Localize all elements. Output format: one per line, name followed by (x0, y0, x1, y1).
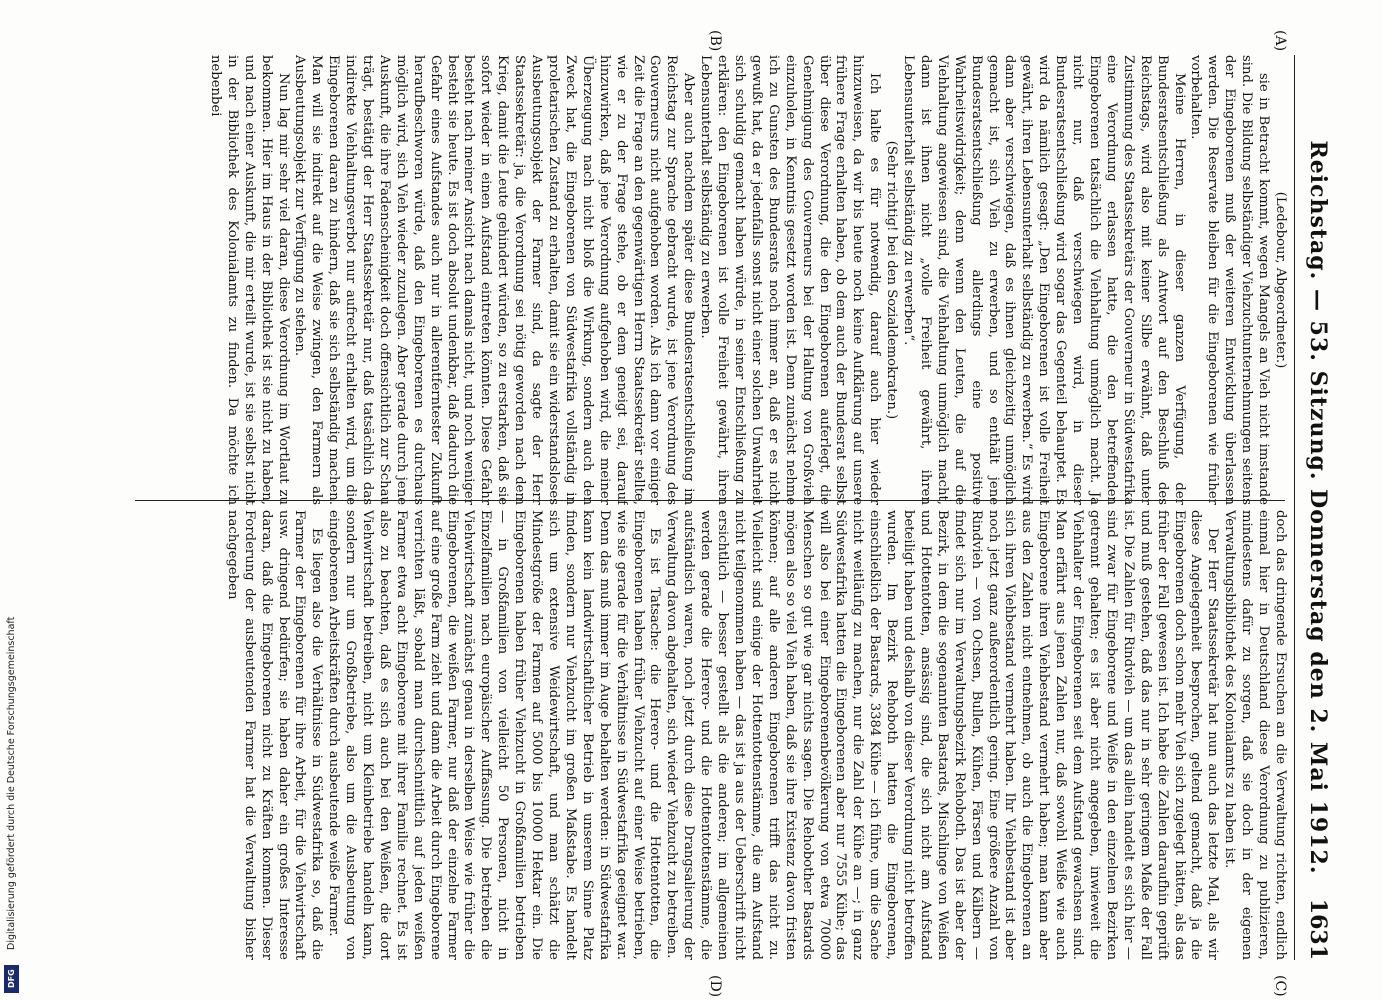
margin-marker-c: (C) (1272, 975, 1288, 997)
interjection: (Sehr richtig! bei den Sozialdemokraten.) (884, 140, 900, 420)
speaker-label: (Ledebour, Abgeordneter.) (1273, 191, 1288, 369)
paragraph: sie in Betracht kommt, wegen Mangels an Vieh nicht imstande sind. Die Bildung selbständiger Viehzuchtunternehmungen seitens der Eingeborenen muß der weiteren Entwicklung überlassen werden. Die Reservate bleiben für die Eingeborenen wie früher vorbehalten. (1188, 55, 1272, 505)
margin-marker-b: (B) (707, 30, 723, 52)
paragraph: Es liegen also die Verhältnisse in Südwestafrika so, daß die Farmer der Eingeborenen für ihre Arbeit, für die Viehwirtschaft usw. dringend bedürfen; sie haben daher ein großes Interesse daran, daß die Eingeborenen nicht zu Kräften kommen. Dieser Forderung der ausbeutenden Farmer hat die Verwaltung bisher nachgegeben (224, 510, 325, 960)
paragraph: Der Herr Staatssekretär hat nun auch das letzte Mal, als wir diese Angelegenheit besprochen, geltend gemacht, daß ja die Eingeborenen doch schon mehr Vieh sich zugelegt hätten, als das früher der Fall gewesen ist. Ich habe die Zahlen daraufhin geprüft und muß gestehen, daß das nur in sehr geringem Maße der Fall ist. Die Zahlen für Rindvieh — um das allein handelt es sich hier — sind zwar für Eingeborene und Weiße in den einzelnen Bezirken getrennt gehalten; es ist aber nicht angegeben, inwieweit die Viehhalter der Eingeborenen seit dem Aufstand gewachsen sind. Man erfährt aus jenen Zahlen nur, daß sowohl Weiße wie auch Eingeborene ihren Viehbestand vermehrt haben; man kann aber aus den Zahlen nicht entnehmen, ob auch die Eingeborenen an sich ihren Viehbestand vermehrt haben. Ihr Viehbestand ist aber noch jetzt ganz außerordentlich gering. Eine größere Anzahl von Rindvieh — von Ochsen, Bullen, Kühen, Färsen und Kälbern — findet sich nur im Verwaltungsbezirk Rehoboth. Das ist aber der Bezirk, in dem die sogenannten Bastards, Mischlinge von Weißen und Hottentotten, ansässig sind, die sich nicht am Aufstand beteiligt haben und deshalb von dieser Verordnung nicht betroffen wurden. Im Bezirk Rehoboth hatten die Eingeborenen, einschließlich der Bastards, 3384 Kühe — ich führe, um die Sache nicht weitläufig zu machen, nur die Zahl der Kühe an —; in ganz Südwestafrika hatten die Eingeborenen aber nur 7555 Kühe; das will also bei einer Eingeborenenbevölkerung von etwa 70000 Menschen so gut wie gar nichts sagen. Die Rehobother Bastards mögen also so viel Vieh haben, daß sie ihre Existenz davon fristen können; auf alle anderen Eingeborenen trifft das nicht zu. Vielleicht sind einige der Hottentottenstämme, die am Aufstand nicht teilgenommen haben — das ist ja aus der Ueberschrift nicht ersichtlich — besser gestellt als die anderen; im allgemeinen werden gerade die Herero- und die Hottentottenstämme, die aufständisch waren, noch jetzt durch diese Drangsalierung der Verwaltung davon abgehalten, sich wieder Viehzucht zu betreiben. (664, 510, 1221, 960)
right-column (128, 510, 1288, 960)
paragraph: doch das dringende Ersuchen an die Verwaltung richten, endlich einmal hier in Deutschland diese Verordnung zu publizieren, mindestens dafür zu sorgen, daß sie doch in der eigenen Verwaltungsbibliothek des Kolonialamts zu haben ist. (1222, 510, 1288, 960)
paragraph: Meine Herren, in dieser ganzen Verfügung, der Bundesratsentschließung als Antwort auf den Beschluß des Reichstags, wird also mit keiner Silbe erwähnt, daß unter Zustimmung des Staatssekretärs der Gouverneur in Südwestafrika eine Verordnung erlassen hatte, die den betreffenden Eingeborenen tatsächlich die Viehhaltung unmöglich macht. Ja nicht nur, daß verschwiegen wird, in dieser Bundesratsentschließung wird sogar das Gegenteil behauptet. Es wird da nämlich gesagt: „Den Eingeborenen ist volle Freiheit gewährt, ihren Lebensunterhalt selbständig zu erwerben.“ Es wird dann aber verschwiegen, daß es ihnen gleichzeitig unmöglich gemacht ist, sich Vieh zu erwerben, und so enthält jene Bundesratsentschließung allerdings eine positive Wahrheitswidrigkeit; denn wenn den Leuten, die auf die Viehhaltung angewiesen sind, die Viehhaltung unmöglich macht, dann ist ihnen nicht „volle Freiheit gewährt, ihren Lebensunterhalt selbständig zu erwerben“. (901, 55, 1187, 505)
paragraph: Nun lag mir sehr viel daran, diese Verordnung im Wortlaut zu bekommen. Hier im Haus in der Bibliothek ist sie nicht zu haben, und nach einer Auskunft, die mir erteilt wurde, ist sie selbst nicht in der Bibliothek des Kolonialamts zu finden. Da möchte ich nebenbei (207, 55, 291, 505)
paragraph: Ich halte es für notwendig, darauf auch hier wieder hinzuweisen, da wir bis heute noch keine Aufklärung auf unsere frühere Frage erhalten haben, ob dem auch der Bundesrat selbst über diese Verordnung, die den Eingeborenen auferlegt, die Genehmigung des Gouverneurs bei der Haltung von Großvieh einzuholen, in Kenntnis gesetzt worden ist. Denn zunächst nehme ich zu Gunsten des Bundesrats noch immer an, daß er es nicht gewußt hat, da er jedenfalls sonst nicht einer solchen Unwahrheit sich schuldig gemacht haben würde, in seiner Entschließung zu erklären: den Eingeborenen ist volle Freiheit gewährt, ihren Lebensunterhalt selbständig zu erwerben. (698, 55, 883, 505)
paragraph: Aber auch nachdem später diese Bundesratsentschließung im Reichstag zur Sprache gebracht wurde, ist jene Verordnung des Gouverneurs nicht aufgehoben worden. Als ich dann vor einiger Zeit die Frage an den gegenwärtigen Herrn Staatssekretär stellte, wie er zu der Frage stehe, ob er dem geneigt sei, darauf hinzuwirken, daß jene Verordnung aufgehoben wird, die meiner Überzeugung nach nicht bloß die Wirkung, sondern auch den Zweck hat, die Eingeborenen von Südwestafrika vollständig in proletarischen Zustand zu erhalten, damit sie ein widerstandsloses Ausbeutungsobjekt der Farmer sind, da sagte der Herr Staatssekretär: ja, die Verordnung sei nötig geworden nach dem Krieg, damit die Leute gehindert würden, so zu erstarken, daß sie sofort wieder in einen Aufstand eintreten könnten. Diese Gefahr besteht nach meiner Ansicht nach damals nicht, und noch weniger besteht sie heute. Es ist doch absolut undenkbar, daß dadurch die Gefahr eines Aufstandes auch nur in allerentferntester Zukunft heraufbeschworen würde, daß den Eingeborenen es durchaus möglich wird, sich Vieh wieder zuzulegen. Aber gerade durch jene Auskunft, die ihre Fadenscheinigkeit doch offensichtlich zur Schau trägt, bestätigt der Herr Staatssekretär nur, daß tatsächlich das indirekte Viehhaltungsverbot nur aufrecht erhalten wird, um die Eingeborenen daran zu hindern, daß sie sich selbständig machen. Man will sie indirekt auf die Weise zwingen, den Farmern als Ausbeutungsobjekt zur Verfügung zu stehen. (292, 55, 697, 505)
header-rule (1294, 55, 1295, 960)
margin-marker-d: (D) (707, 975, 723, 998)
page-header (1301, 55, 1335, 960)
column-divider (135, 500, 1285, 501)
left-column (128, 55, 1288, 505)
digitization-note: Digitalisierung gefördert durch die Deutsche Forschungsgemeinschaft (6, 616, 17, 950)
margin-marker-a: (A) (1272, 30, 1288, 52)
header-title: Reichstag. — 53. Sitzung. Donnerstag den 2. Mai 1912. (1305, 140, 1331, 875)
dfg-logo: DFG (4, 965, 19, 993)
page-number: 1631 (1305, 898, 1331, 960)
paragraph: Es ist Tatsache: die Herero- und die Hottentotten, die Eingeborenen haben früher Viehzucht auf einer Weise betrieben, wie sie gerade für die Verhältnisse in Südwestafrika geeignet war. Denn das muß immer im Auge behalten werden: in Südwestafrika kann kein landwirtschaftlicher Betrieb in unserem Sinne Platz finden, sondern nur Viehzucht im großen Maßstabe. Es handelt sich um extensive Weidewirtschaft, und man schätzt die Mindestgröße der Farmen auf 5000 bis 10000 Hektar ein. Die Eingeborenen haben früher Viehzucht in Großfamilien betrieben — in Großfamilien von vielleicht 50 Personen, nicht in Einzelfamilien nach europäischer Auffassung. Die betrieben die Viehwirtschaft zunächst genau in derselben Weise wie früher die Eingeborenen, die weißen Farmer, nur daß der einzelne Farmer auf eine große Farm zieht und dann die Arbeit durch Eingeborene verrichten läßt, sobald man durchschnittlich auf jeden weißen Farmer etwa acht Eingeborene mit ihrer Familie rechnet. Es ist also zu beachten, daß es sich auch bei den Weißen, die dort Viehwirtschaft betreiben, nicht um Kleinbetriebe handeln kann, sondern nur um Großbetriebe, also um die Ausbeutung von eingeborenen Arbeitskräften durch ausbeutende weiße Farmer. (326, 510, 663, 960)
